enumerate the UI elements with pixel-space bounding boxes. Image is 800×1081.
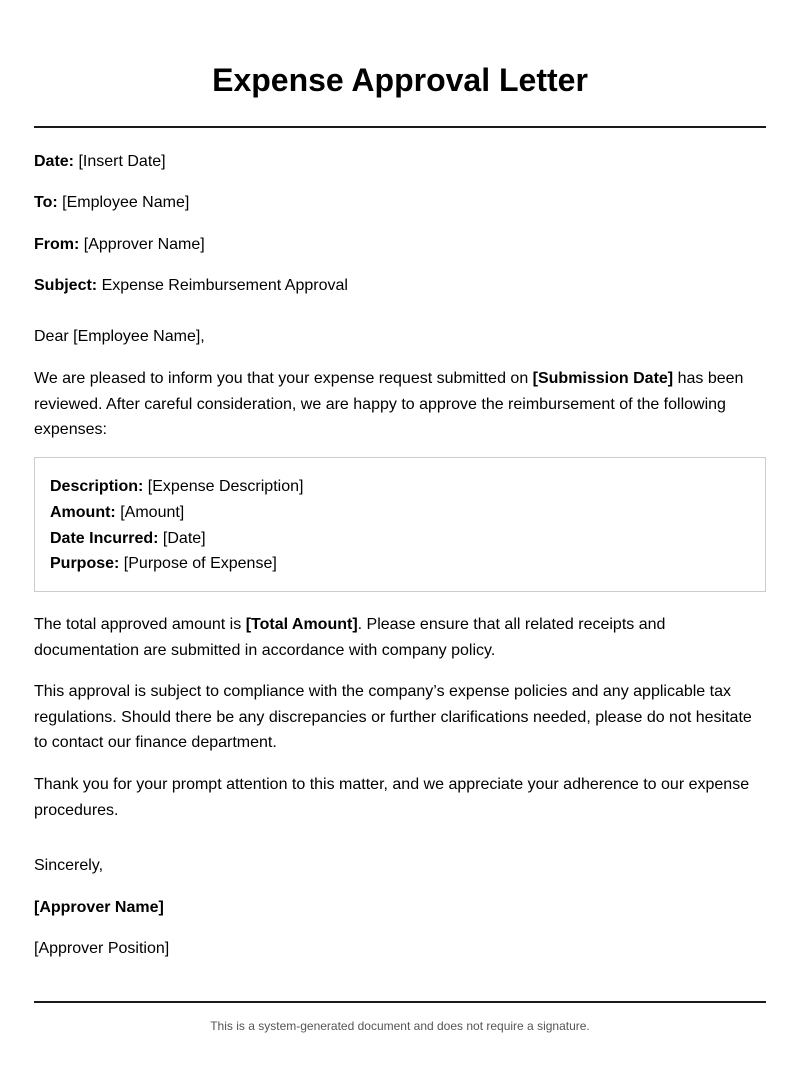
- expense-description-row: [50, 477, 303, 497]
- footer-divider: [34, 1001, 766, 1003]
- submission-date: [Submission Date]: [532, 370, 674, 387]
- thanks-paragraph: Thank you for your prompt attention to this matter, and we appreciate your adherence to our expense procedures.: [34, 776, 750, 819]
- to-label: To:: [34, 194, 58, 211]
- intro-text-after: has been reviewed. After careful consideration, we are happy to approve the reimbursement of the following expenses:: [34, 370, 744, 438]
- description-value: [Expense Description]: [147, 478, 304, 495]
- subject-label: Subject:: [34, 277, 98, 294]
- total-text-after: . Please ensure that all related receipts and documentation are submitted in accordance with company policy.: [34, 616, 666, 659]
- closing: Sincerely,: [34, 857, 104, 874]
- date-value: [Insert Date]: [78, 153, 166, 170]
- total-amount: [Total Amount]: [245, 616, 358, 633]
- approver-name-text: [Approver Name]: [34, 899, 164, 916]
- date-line: [34, 152, 166, 172]
- expense-date-incurred-row: [50, 529, 206, 549]
- amount-label: Amount:: [50, 504, 116, 521]
- intro-text-before: We are pleased to inform you that your expense request submitted on: [34, 370, 533, 387]
- header-divider: [34, 126, 766, 128]
- subject-value: Expense Reimbursement Approval: [101, 277, 348, 294]
- page-title: Expense Approval Letter: [212, 62, 588, 98]
- date-incurred-value: [Date]: [162, 530, 206, 547]
- to-line: [34, 193, 189, 213]
- purpose-value: [Purpose of Expense]: [123, 555, 277, 572]
- purpose-label: Purpose:: [50, 555, 120, 572]
- amount-value: [Amount]: [120, 504, 185, 521]
- salutation: Dear [Employee Name],: [34, 328, 205, 345]
- date-incurred-label: Date Incurred:: [50, 530, 159, 547]
- to-value: [Employee Name]: [62, 194, 190, 211]
- compliance-paragraph: This approval is subject to compliance with the company’s expense policies and any applicable tax regulations. Should there be any discrepancies or further clarifications needed, please do not hesitate to contact our finance department.: [34, 683, 752, 751]
- from-value: [Approver Name]: [83, 236, 205, 253]
- expense-details-box: [34, 457, 766, 592]
- expense-purpose-row: [50, 554, 277, 574]
- expense-amount-row: [50, 503, 184, 523]
- total-paragraph: [34, 612, 766, 663]
- date-label: Date:: [34, 153, 75, 170]
- approver-position: [Approver Position]: [34, 940, 170, 957]
- approver-name: [34, 898, 164, 918]
- description-label: Description:: [50, 478, 144, 495]
- from-label: From:: [34, 236, 80, 253]
- from-line: [34, 235, 205, 255]
- intro-paragraph: [34, 366, 766, 443]
- subject-line: [34, 276, 348, 296]
- footer-note: This is a system-generated document and does not require a signature.: [210, 1019, 590, 1033]
- total-text-before: The total approved amount is: [34, 616, 246, 633]
